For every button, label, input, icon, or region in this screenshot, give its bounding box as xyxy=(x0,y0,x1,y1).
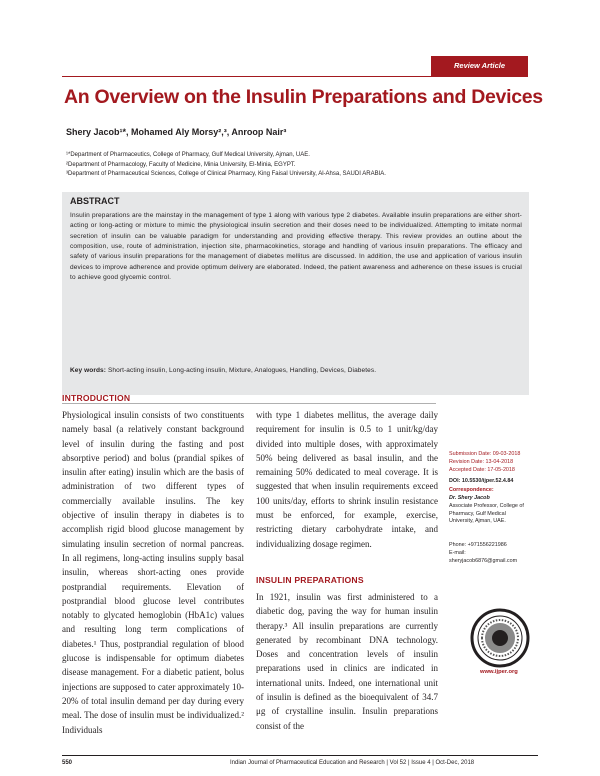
authors: Shery Jacob¹*, Mohamed Aly Morsy²,³, Anroop Nair³ xyxy=(66,127,287,137)
accepted-date: Accepted Date: 17-05-2018 xyxy=(449,467,515,473)
page-number: 550 xyxy=(62,760,73,766)
correspondence-label: Correspondence: xyxy=(449,487,494,493)
email: E-mail: sheryjacob6876@gmail.com xyxy=(449,550,518,564)
header-rule xyxy=(62,76,528,77)
submission-date: Submission Date: 09-03-2018 xyxy=(449,451,521,457)
article-type-tag: Review Article xyxy=(431,56,528,76)
corresponding-address: Associate Professor, College of Pharmacy, Gulf Medical University, Ajman, UAE. xyxy=(449,503,524,525)
journal-citation: Indian Journal of Pharmaceutical Education and Research | Vol 52 | Issue 4 | Oct-Dec, 2018 xyxy=(230,760,475,766)
section-divider xyxy=(62,403,436,404)
insulin-preparations-text: In 1921, insulin was first administered to a diabetic dog, paving the way for human insulin therapy.³ All insulin preparations are currently generated by recombinant DNA technology. Doses and concentration levels of insulin preparations used in clinics are indicated in international units. Indeed, one international unit of insulin is defined as the bioequivalent of 34.7 μg of crystalline insulin. Insulin preparations consist of the xyxy=(256,592,438,731)
keywords xyxy=(70,366,522,377)
journal-seal-logo xyxy=(470,608,530,668)
revision-date: Revision Date: 13-04-2018 xyxy=(449,459,514,465)
corresponding-author: Dr. Shery Jacob xyxy=(449,495,490,501)
journal-website-link[interactable]: www.ijper.org xyxy=(480,669,518,675)
phone: Phone: +971556221986 xyxy=(449,542,507,548)
introduction-text: Physiological insulin consists of two constituents namely basal (a relatively constant background level of insulin during the fasting and post absorptive period) and bolus (prandial spikes of insulin after eating) insulin which are the basis of administration of two different types of commercially available insulins. The key objective of insulin therapy in diabetes is to accomplish rigid blood glucose management by simulating insulin secretion of normal pancreas. In all regimens, long-acting insulins supply basal insulin, whereas short-acting ones provide postprandial requirements. Elevation of postprandial blood glucose level contributes notably to glycated hemoglobin (HbA1c) values and resulting long term complications of diabetes.¹ Thus, postprandial regulation of blood glucose is indispensable for optimum diabetes disease management. For a diabetic patient, bolus injections are supposed to cater approximately 10-20% of total insulin demand per day during every meal. The dose of insulin must be individualized.² Individuals xyxy=(62,410,244,735)
keywords-text: Short-acting insulin, Long-acting insulin, Mixture, Analogues, Handling, Devices, Diabetes. xyxy=(107,367,377,374)
article-title: An Overview on the Insulin Preparations and Devices xyxy=(64,86,543,108)
introduction-heading: INTRODUCTION xyxy=(62,393,131,403)
column2-text: with type 1 diabetes mellitus, the average daily requirement for insulin is 0.5 to 1 unit/kg/day divided into multiple doses, with approximately 50% being delivered as basal insulin, and the remaining 50% dedicated to meal coverage. It is suggested that when insulin requirements exceed 100 units/day, efforts to shrink insulin resistance must be enforced, for example, exercise, restricting dietary carbohydrate intake, and individualizing dosage regimen. xyxy=(256,410,438,549)
keywords-label: Key words: xyxy=(70,367,107,374)
affiliation-1: ¹*Department of Pharmaceutics, College of Pharmacy, Gulf Medical University, Ajman, UAE. xyxy=(66,152,310,158)
insulin-preparations-heading: INSULIN PREPARATIONS xyxy=(256,575,364,585)
affiliation-2: ²Department of Pharmacology, Faculty of Medicine, Minia University, El-Minia, EGYPT. xyxy=(66,162,296,168)
doi: DOI: 10.5530/ijper.52.4.84 xyxy=(449,478,514,484)
affiliation-3: ³Department of Pharmaceutical Sciences, College of Clinical Pharmacy, King Faisal University, Al-Ahsa, SAUDI ARABIA. xyxy=(66,171,386,177)
footer-rule xyxy=(62,755,538,756)
abstract-heading: ABSTRACT xyxy=(70,196,120,206)
abstract-text: Insulin preparations are the mainstay in the management of type 1 along with various type 2 diabetes. Available insulin preparations are either short-acting or long-acting or mixture to mimic the physiological insulin secretion and their doses need to be individualized. Attempting to imitate normal secretion of insulin can be valuable paradigm for understanding and providing effective therapy. This review provides an outline about the composition, use, route of administration, injection site, pharmacokinetics, storage and handling of various insulin preparations. The efficacy and safety of various insulin preparations for the management of diabetes mellitus are discussed. In addition, the use and application of various insulin devices to improve adherence and provide optimum delivery are elaborated. Indeed, the patient awareness and adherence on these issues is crucial to achieve good glycemic control. xyxy=(70,212,522,282)
